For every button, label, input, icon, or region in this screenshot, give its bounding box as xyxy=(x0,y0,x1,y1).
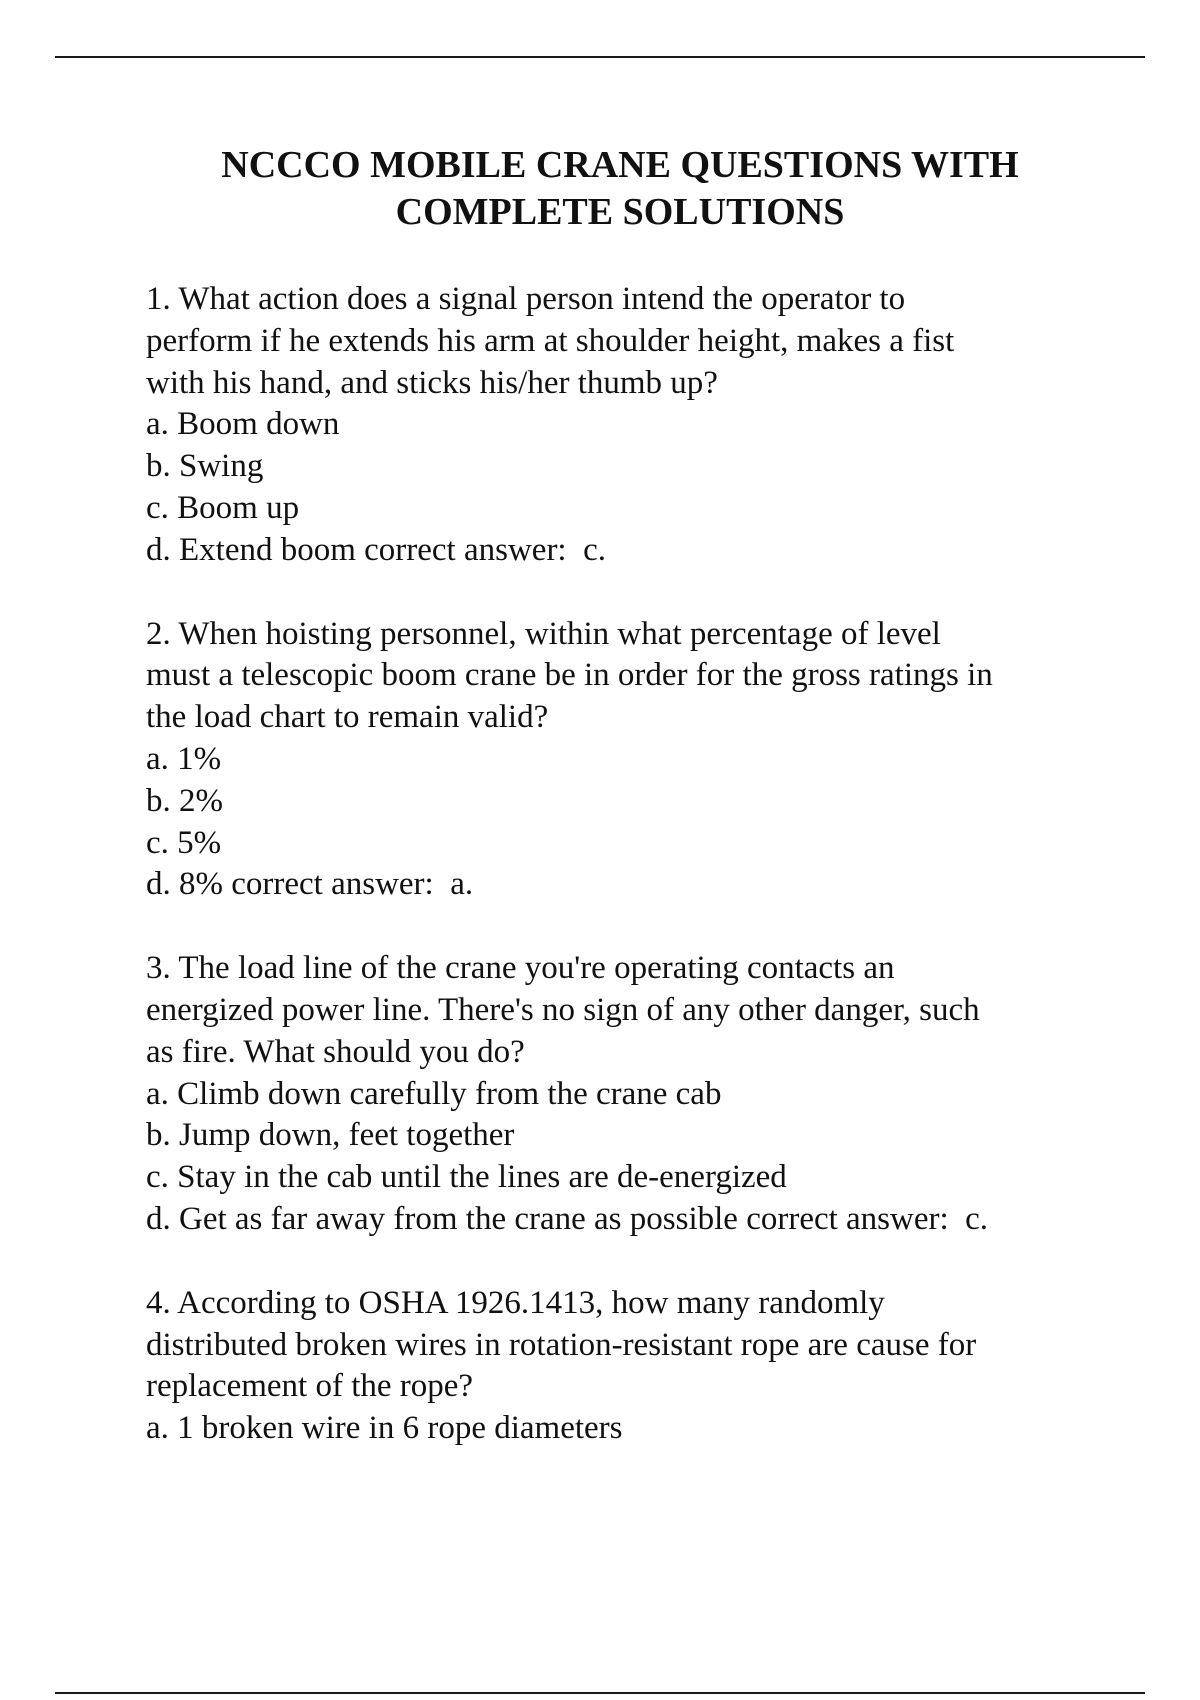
question-stem-line: 1. What action does a signal person intend the operator to xyxy=(146,281,906,317)
answer-option: a. 1 broken wire in 6 rope diameters xyxy=(146,1410,623,1447)
question-1 xyxy=(146,279,1106,572)
answer-option: c. 5% xyxy=(146,824,222,861)
question-stem-line: must a telescopic boom crane be in order for the gross ratings in xyxy=(146,657,993,694)
question-stem-line: energized power line. There's no sign of any other danger, such xyxy=(146,991,980,1028)
question-4 xyxy=(146,1283,1106,1450)
title-line-2: COMPLETE SOLUTIONS xyxy=(395,191,845,233)
question-stem-line: 2. When hoisting personnel, within what percentage of level xyxy=(146,615,941,652)
answer-option: a. Climb down carefully from the crane cab xyxy=(146,1075,722,1112)
question-stem-line: replacement of the rope? xyxy=(146,1368,474,1405)
question-stem-line: distributed broken wires in rotation-resistant rope are cause for xyxy=(146,1326,977,1363)
answer-option: c. Boom up xyxy=(146,489,300,526)
question-stem-line: 3. The load line of the crane you're operating contacts an xyxy=(146,950,895,987)
answer-option-with-correct-answer: d. Extend boom correct answer: c. xyxy=(146,531,607,568)
title-line-1: NCCCO MOBILE CRANE QUESTIONS WITH xyxy=(221,144,1019,186)
answer-option: b. Swing xyxy=(146,448,264,485)
answer-option: b. 2% xyxy=(146,782,223,819)
answer-option: a. 1% xyxy=(146,740,222,777)
question-stem-line: perform if he extends his arm at shoulder height, makes a fist xyxy=(146,322,955,359)
page-title xyxy=(130,142,1110,236)
answer-option: a. Boom down xyxy=(146,406,340,443)
question-3 xyxy=(146,948,1106,1241)
answer-option-with-correct-answer: d. Get as far away from the crane as possible correct answer: c. xyxy=(146,1200,989,1237)
question-stem-line: as fire. What should you do? xyxy=(146,1033,525,1070)
bottom-rule xyxy=(55,1692,1145,1694)
question-2 xyxy=(146,614,1106,907)
answer-option: c. Stay in the cab until the lines are de-energized xyxy=(146,1159,787,1196)
question-list xyxy=(146,279,1106,1492)
answer-option: b. Jump down, feet together xyxy=(146,1117,515,1154)
question-stem-line: with his hand, and sticks his/her thumb up? xyxy=(146,364,718,401)
question-stem-line: 4. According to OSHA 1926.1413, how many randomly xyxy=(146,1284,885,1321)
top-rule xyxy=(55,56,1145,58)
answer-option-with-correct-answer: d. 8% correct answer: a. xyxy=(146,866,474,903)
question-stem-line: the load chart to remain valid? xyxy=(146,699,549,736)
